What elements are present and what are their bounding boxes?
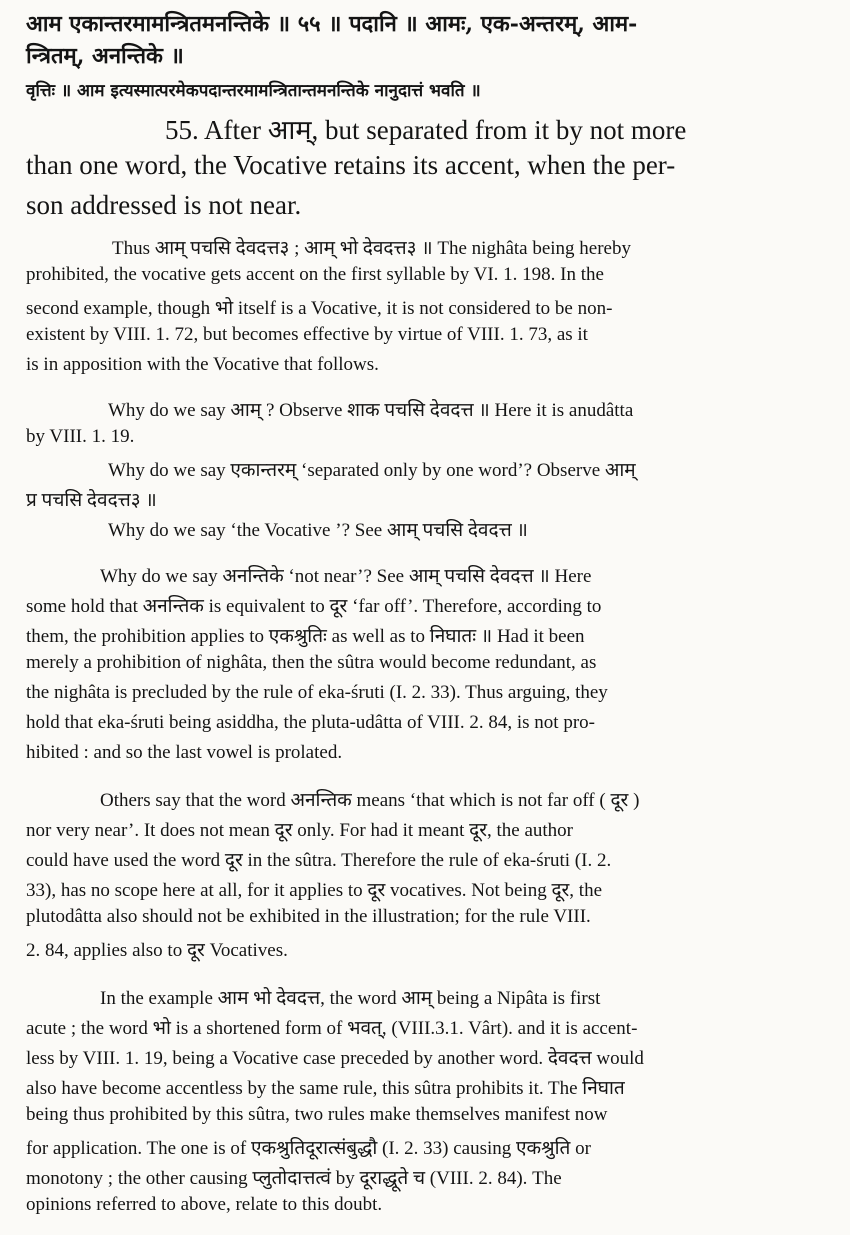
heading-line-1: 55. After आम्, but separated from it by not more	[165, 115, 687, 145]
para4-line-4: 33), has no scope here at all, for it applies to दूर vocatives. Not being दूर, the	[26, 880, 603, 901]
para3-line-6: hold that eka-śruti being asiddha, the pluta-udâtta of VIII. 2. 84, is not pro-	[26, 712, 595, 733]
heading-line-2: than one word, the Vocative retains its accent, when the per-	[26, 150, 676, 180]
para1-line-1: Thus आम् पचसि देवदत्त३ ; आम् भो देवदत्त३ ॥ The nighâta being hereby	[112, 238, 631, 259]
para2-line-5: Why do we say ‘the Vocative ’? See आम् पचसि देवदत्त ॥	[108, 520, 528, 541]
para1-line-4: existent by VIII. 1. 72, but becomes effective by virtue of VIII. 1. 73, as it	[26, 324, 588, 345]
heading-line-3: son addressed is not near.	[26, 190, 302, 220]
para3-line-4: merely a prohibition of nighâta, then the sûtra would become redundant, as	[26, 652, 597, 673]
para5-line-5: being thus prohibited by this sûtra, two rules make themselves manifest now	[26, 1104, 608, 1125]
para5-line-8: opinions referred to above, relate to this doubt.	[26, 1194, 383, 1215]
para2-line-3: Why do we say एकान्तरम् ‘separated only by one word’? Observe आम्	[108, 460, 636, 481]
para3-line-7: hibited : and so the last vowel is prolated.	[26, 742, 343, 763]
para5-line-7: monotony ; the other causing प्लुतोदात्तत्वं by दूराद्धूते च (VIII. 2. 84). The	[26, 1168, 562, 1189]
para3-line-5: the nighâta is precluded by the rule of eka-śruti (I. 2. 33). Thus arguing, they	[26, 682, 608, 703]
para3-line-1: Why do we say अनन्तिके ‘not near’? See आम् पचसि देवदत्त ॥ Here	[100, 566, 592, 587]
para2-line-2: by VIII. 1. 19.	[26, 426, 135, 447]
sutra-line-1: आम एकान्तरमामन्त्रितमनन्तिके ॥ ५५ ॥ पदानि ॥ आमः, एक-अन्तरम्, आम-	[26, 11, 638, 37]
para1-line-2: prohibited, the vocative gets accent on the first syllable by VI. 1. 198. In the	[26, 264, 604, 285]
para2-line-1: Why do we say आम् ? Observe शाक पचसि देवदत्त ॥ Here it is anudâtta	[108, 400, 634, 421]
para4-line-2: nor very near’. It does not mean दूर only. For had it meant दूर, the author	[26, 820, 573, 841]
para5-line-2: acute ; the word भो is a shortened form of भवत्, (VIII.3.1. Vârt). and it is accent-	[26, 1018, 638, 1039]
vritti-line: वृत्तिः ॥ आम इत्यस्मात्परमेकपदान्तरमामन्त्रितान्तमनन्तिके नानुदात्तं भवति ॥	[26, 81, 481, 101]
para5-line-4: also have become accentless by the same rule, this sûtra prohibits it. The निघात	[26, 1078, 625, 1099]
para1-line-3: second example, though भो itself is a Vocative, it is not considered to be non-	[26, 298, 613, 319]
sutra-line-2: न्त्रितम्, अनन्तिके ॥	[26, 43, 184, 69]
para5-line-1: In the example आम भो देवदत्त, the word आम् being a Nipâta is first	[100, 988, 601, 1009]
para5-line-3: less by VIII. 1. 19, being a Vocative case preceded by another word. देवदत्त would	[26, 1048, 644, 1069]
para1-line-5: is in apposition with the Vocative that follows.	[26, 354, 379, 375]
para3-line-3: them, the prohibition applies to एकश्रुतिः as well as to निघातः ॥ Had it been	[26, 626, 585, 647]
para4-line-5: plutodâtta also should not be exhibited in the illustration; for the rule VIII.	[26, 906, 591, 927]
para5-line-6: for application. The one is of एकश्रुतिदूरात्संबुद्धौ (I. 2. 33) causing एकश्रुति or	[26, 1138, 591, 1159]
para4-line-3: could have used the word दूर in the sûtra. Therefore the rule of eka-śruti (I. 2.	[26, 850, 612, 871]
para2-line-4: प्र पचसि देवदत्त३ ॥	[26, 490, 157, 511]
para4-line-6: 2. 84, applies also to दूर Vocatives.	[26, 940, 288, 961]
para3-line-2: some hold that अनन्तिक is equivalent to दूर ‘far off’. Therefore, according to	[26, 596, 602, 617]
para4-line-1: Others say that the word अनन्तिक means ‘that which is not far off ( दूर )	[100, 790, 640, 811]
